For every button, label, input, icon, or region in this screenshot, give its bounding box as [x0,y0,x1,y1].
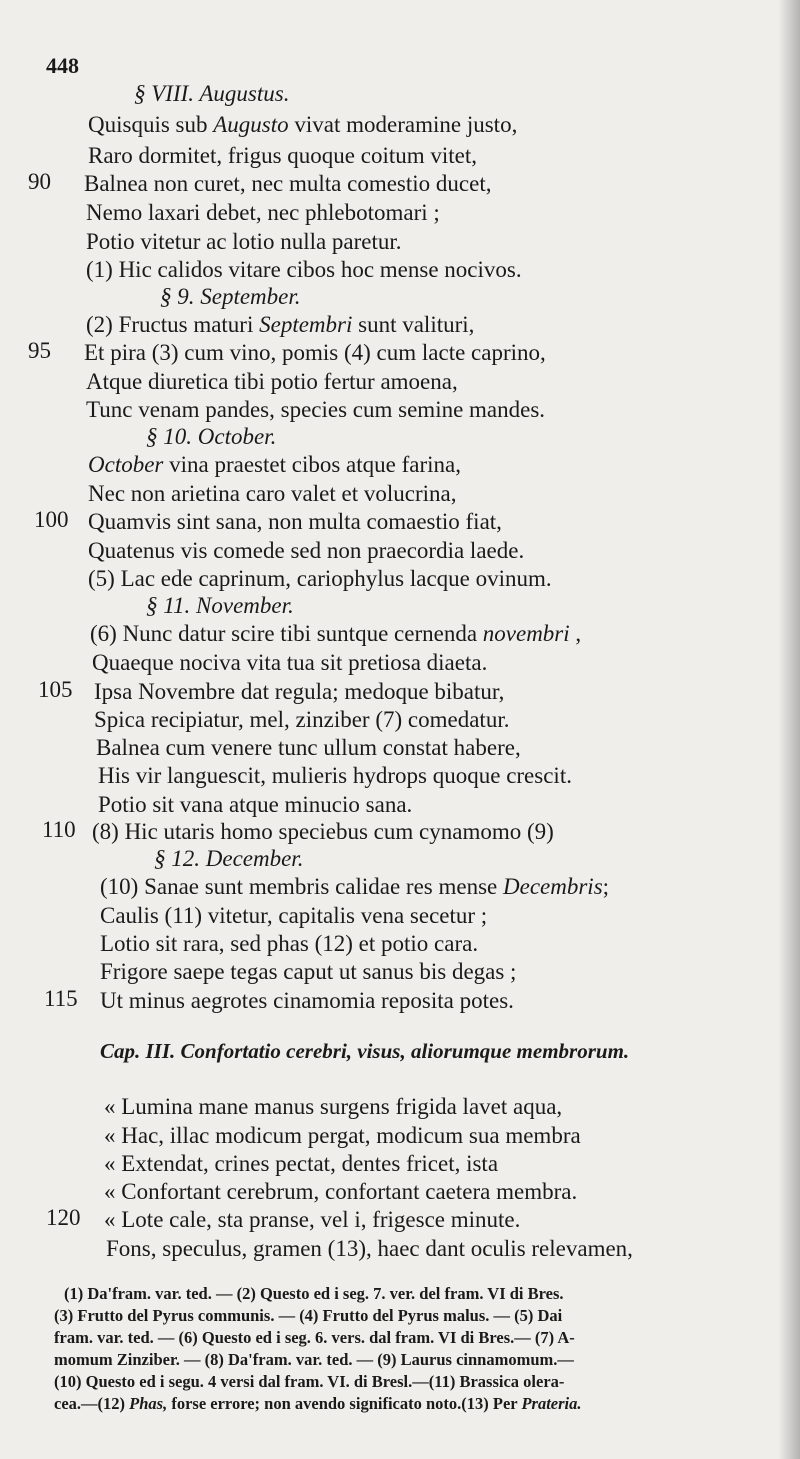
verse-line: Frigore saepe tegas caput ut sanus bis degas ; [100,959,517,984]
footnote-line: (3) Frutto del Pyrus communis. — (4) Frutto del Pyrus malus. — (5) Dai [54,1306,563,1325]
verse-number: 115 [44,986,78,1011]
verse-line: (2) Fructus maturi Septembri sunt valituri, [86,312,475,337]
verse-line: (8) Hic utaris homo speciebus cum cynamomo (9) [92,819,554,844]
chapter-verse-line: « Lote cale, sta pranse, vel i, frigesce minute. [104,1207,521,1232]
verse-line: (10) Sanae sunt membris calidae res mense Decembris; [100,874,610,899]
verse-line: Quatenus vis comede sed non praecordia laede. [88,538,525,563]
verse-line: Nec non arietina caro valet et volucrina, [88,481,457,506]
footnote-line: momum Zinziber. — (8) Da'fram. var. ted. — (9) Laurus cinnamomum.— [54,1350,574,1369]
footnote-line: fram. var. ted. — (6) Questo ed i seg. 6. vers. dal fram. VI di Bres.— (7) A- [54,1328,575,1347]
verse-number: 120 [46,1205,81,1230]
footnote-line: (10) Questo ed i segu. 4 versi dal fram. VI. di Bresl.—(11) Brassica olera- [54,1372,565,1391]
verse-number: 95 [28,338,51,363]
verse-line: Atque diuretica tibi potio fertur amoena, [86,369,458,394]
verse-line: Quisquis sub Augusto vivat moderamine justo, [88,112,518,137]
verse-line: His vir languescit, mulieris hydrops quoque crescit. [98,763,572,788]
verse-line: Ut minus aegrotes cinamomia reposita potes. [100,988,514,1013]
verse-number: 100 [34,507,69,532]
verse-line: Balnea non curet, nec multa comestio ducet, [84,171,492,196]
page-number: 448 [46,53,79,78]
section-heading-september: § 9. September. [160,284,301,309]
section-heading-october: § 10. October. [146,424,277,449]
verse-line: Caulis (11) vitetur, capitalis vena secetur ; [100,903,488,928]
verse-line: (1) Hic calidos vitare cibos hoc mense nocivos. [86,257,522,282]
section-heading-augustus: § VIII. Augustus. [134,81,290,106]
verse-line: Potio vitetur ac lotio nulla paretur. [86,229,402,254]
verse-line: Potio sit vana atque minucio sana. [98,792,413,817]
verse-line: October vina praestet cibos atque farina, [88,452,461,477]
verse-line: (6) Nunc datur scire tibi suntque cernenda novembri , [90,621,582,646]
chapter-verse-line: Fons, speculus, gramen (13), haec dant oculis relevamen, [106,1236,633,1261]
verse-number: 105 [38,677,73,702]
verse-line: Quamvis sint sana, non multa comaestio fiat, [88,509,502,534]
verse-number: 90 [28,169,51,194]
chapter-heading: Cap. III. Confortatio cerebri, visus, aliorumque membrorum. [100,1039,630,1063]
chapter-verse-line: « Lumina mane manus surgens frigida lavet aqua, [104,1094,563,1119]
footnote-line: (1) Da'fram. var. ted. — (2) Questo ed i seg. 7. ver. del fram. VI di Bres. [64,1284,564,1303]
footnote-line: cea.—(12) Phas, forse errore; non avendo significato noto.(13) Per Prateria. [54,1394,582,1413]
verse-number: 110 [42,817,76,842]
section-heading-november: § 11. November. [146,593,294,618]
verse-line: Raro dormitet, frigus quoque coitum vitet, [88,143,478,168]
verse-line: Quaeque nociva vita tua sit pretiosa diaeta. [92,650,488,675]
verse-line: Et pira (3) cum vino, pomis (4) cum lacte caprino, [84,340,546,365]
chapter-verse-line: « Confortant cerebrum, confortant caetera membra. [104,1179,578,1204]
page-edge-shadow [778,0,800,1459]
verse-line: Tunc venam pandes, species cum semine mandes. [86,397,546,422]
verse-line: Nemo laxari debet, nec phlebotomari ; [86,200,440,225]
verse-line: Lotio sit rara, sed phas (12) et potio cara. [100,931,479,956]
section-heading-december: § 12. December. [154,846,304,871]
chapter-verse-line: « Extendat, crines pectat, dentes fricet, ista [104,1151,499,1176]
verse-line: Balnea cum venere tunc ullum constat habere, [96,735,521,760]
verse-line: Spica recipiatur, mel, zinziber (7) comedatur. [94,707,510,732]
chapter-verse-line: « Hac, illac modicum pergat, modicum sua membra [104,1123,581,1148]
verse-line: Ipsa Novembre dat regula; medoque bibatur, [94,679,505,704]
verse-line: (5) Lac ede caprinum, cariophylus lacque ovinum. [88,566,552,591]
